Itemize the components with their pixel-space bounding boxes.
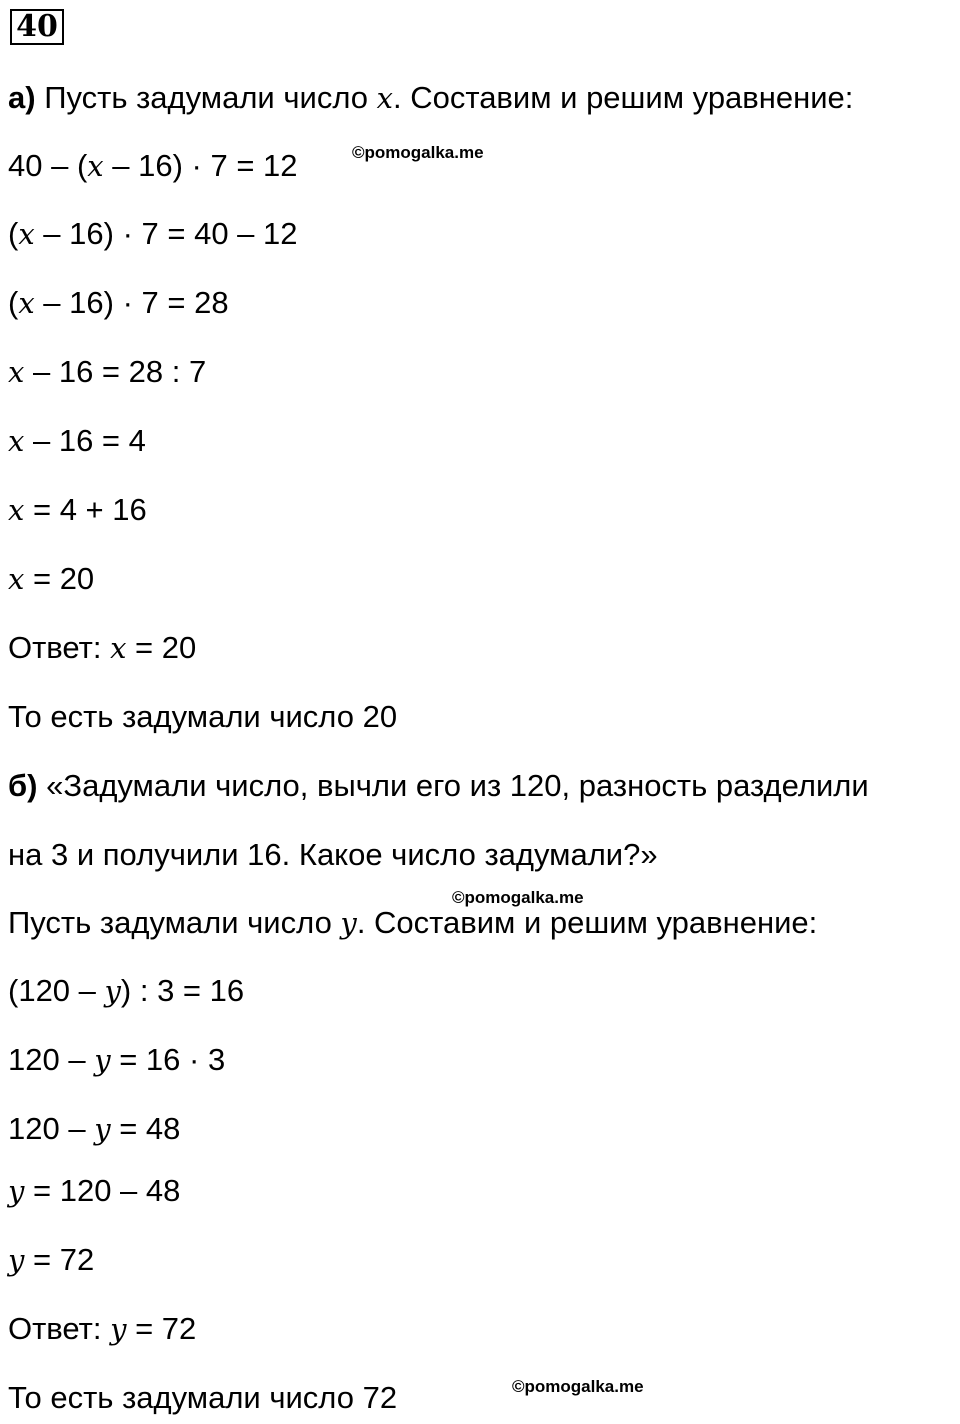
part-a-step: x = 20	[8, 561, 95, 596]
part-a-step: x = 4 + 16	[8, 492, 147, 527]
part-b-intro: Пусть задумали число y. Составим и решим уравнение:	[8, 905, 818, 940]
part-b-step: y = 120 – 48	[8, 1173, 181, 1208]
watermark: ©pomogalka.me	[452, 888, 584, 907]
part-b-step: 120 – y = 16 · 3	[8, 1042, 226, 1077]
part-b-conclusion: То есть задумали число 72	[8, 1380, 398, 1415]
part-b-label: б)	[8, 768, 38, 803]
part-a-step: x – 16 = 4	[8, 423, 146, 458]
part-b-answer: Ответ: y = 72	[8, 1311, 197, 1346]
part-a-variable: x	[376, 81, 393, 115]
part-a-step: x – 16 = 28 : 7	[8, 354, 207, 389]
part-a-intro-before: Пусть задумали число	[44, 80, 377, 115]
part-a-step: 40 – (x – 16) · 7 = 12	[8, 148, 298, 183]
part-a-step: (x – 16) · 7 = 28	[8, 285, 229, 320]
part-a-label: а)	[8, 80, 36, 115]
watermark: ©pomogalka.me	[352, 143, 484, 162]
part-a-intro	[8, 78, 853, 118]
part-a-intro-after: . Составим и решим уравнение:	[392, 80, 854, 115]
watermark: ©pomogalka.me	[512, 1377, 644, 1396]
part-b-step: y = 72	[8, 1242, 95, 1277]
part-b-variable: y	[340, 906, 357, 940]
part-a-conclusion: То есть задумали число 20	[8, 699, 398, 734]
part-a-step: (x – 16) · 7 = 40 – 12	[8, 216, 298, 251]
part-a-answer: Ответ: x = 20	[8, 630, 197, 665]
part-b-problem-line-2: на 3 и получили 16. Какое число задумали?»	[8, 837, 658, 872]
task-number-box	[10, 9, 64, 45]
part-b-problem-line-1: б) «Задумали число, вычли его из 120, разность разделили	[8, 768, 869, 803]
part-b-step: (120 – y) : 3 = 16	[8, 973, 245, 1008]
part-b-step: 120 – y = 48	[8, 1111, 181, 1146]
task-number: 40	[16, 9, 58, 44]
